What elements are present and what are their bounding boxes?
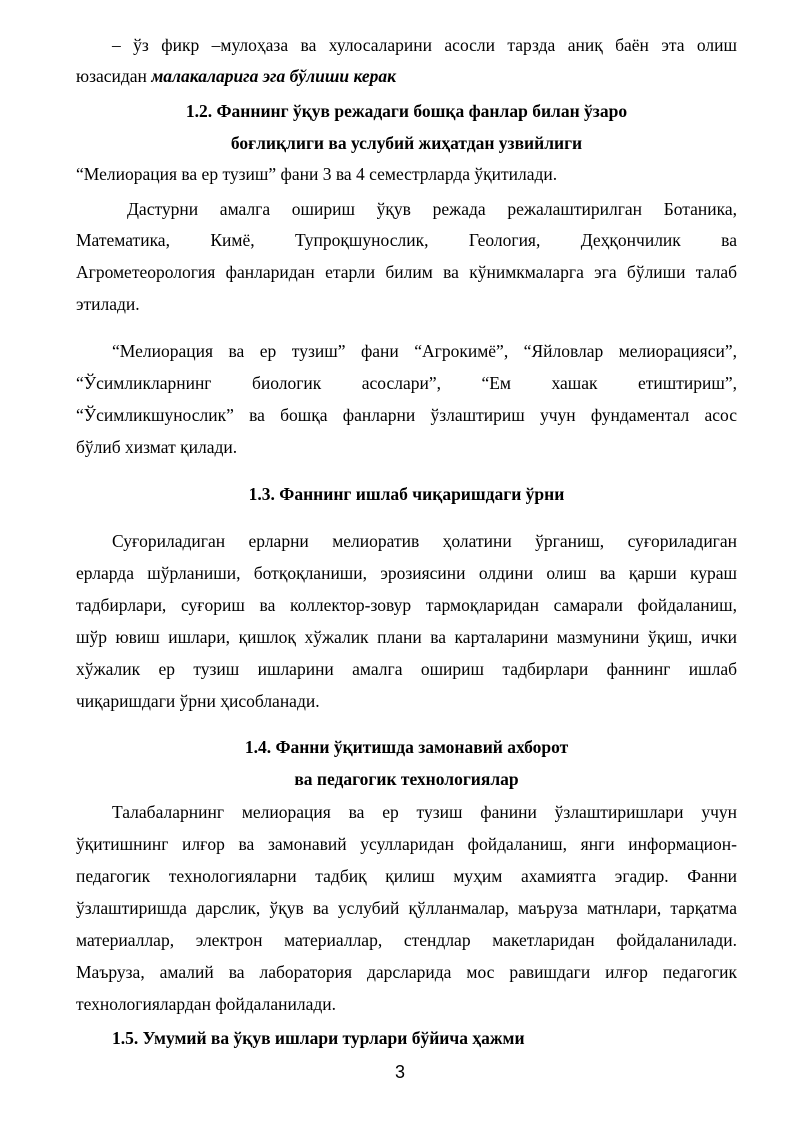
section-1-2-p1-line-4: этилади. [76,294,140,314]
section-1-2-p2-line-4: бўлиб хизмат қилади. [76,437,238,457]
section-1-5-heading: 1.5. Умумий ва ўқув ишлари турлари бўйича ҳажми [112,1028,525,1048]
section-1-4-line-7: технологиялардан фойдаланилади. [76,994,336,1014]
intro-line-1: – ўз фикр –мулоҳаза ва хулосаларини асосли тарзда аниқ баён эта олиш [112,35,737,55]
page-number: 3 [394,1062,405,1082]
section-1-3-heading: 1.3. Фаннинг ишлаб чиқаришдаги ўрни [248,484,565,504]
section-1-2-heading-line-1: 1.2. Фаннинг ўқув режадаги бошқа фанлар билан ўзаро [185,101,628,121]
section-1-4-line-3: педагогик технологияларни тадбиқ қилиш муҳим ахамиятга эгадир. Фанни [76,866,737,886]
section-1-4-heading-line-2: ва педагогик технологиялар [294,769,519,789]
section-1-4-line-4: ўзлаштиришда дарслик, ўқув ва услубий қўлланмалар, маъруза матнлари, тарқатма [76,898,737,918]
section-1-2-p1-line-3: Агрометеорология фанларидан етарли билим ва кўнимкмаларга эга бўлиши талаб [76,262,737,282]
section-1-4-line-5: материаллар, электрон материаллар, стендлар макетларидан фойдаланилади. [76,930,737,950]
section-1-4-line-1: Талабаларнинг мелиорация ва ер тузиш фанини ўзлаштиришлари учун [112,802,737,822]
section-1-3-line-4: шўр ювиш ишлари, қишлоқ хўжалик плани ва карталарини мазмунини ўқиш, ички [76,627,737,647]
section-1-3-line-1: Суғориладиган ерларни мелиоратив ҳолатини ўрганиш, суғориладиган [112,531,737,551]
section-1-2-p1-line-1: Дастурни амалга ошириш ўқув режада режалаштирилган Ботаника, [127,199,737,219]
section-1-4-line-2: ўқитишнинг илғор ва замонавий усулларидан фойдаланиш, янги информацион- [76,834,737,854]
section-1-2-semester-line: “Мелиорация ва ер тузиш” фани 3 ва 4 семестрларда ўқитилади. [76,164,558,184]
section-1-4-line-6: Маъруза, амалий ва лаборатория дарсларида мос равишдаги илғор педагогик [76,962,737,982]
intro-emphasis: малакаларига эга бўлиши керак [151,66,396,86]
section-1-2-heading-line-2: боғлиқлиги ва услубий жиҳатдан узвийлиги [230,133,583,153]
section-1-3-line-5: хўжалик ер тузиш ишларини амалга ошириш тадбирлари фаннинг ишлаб [76,659,737,679]
section-1-2-p2-line-3: “Ўсимликшунослик” ва бошқа фанларни ўзлаштириш учун фундаментал асос [76,405,737,425]
section-1-2-p2-line-1: “Мелиорация ва ер тузиш” фани “Агрокимё”, “Яйловлар мелиорацияси”, [112,341,737,361]
section-1-4-heading-line-1: 1.4. Фанни ўқитишда замонавий ахборот [244,737,569,757]
section-1-2-p2-line-2: “Ўсимликларнинг биологик асослари”, “Ем хашак етиштириш”, [76,373,737,393]
section-1-3-line-3: тадбирлари, суғориш ва коллектор-зовур тармоқларидан самарали фойдаланиш, [76,595,737,615]
intro-line-2-text: юзасидан [76,66,152,86]
section-1-2-p1-line-2: Математика, Кимё, Тупроқшунослик, Геология, Деҳқончилик ва [76,230,737,250]
section-1-3-line-2: ерларда шўрланиши, ботқоқланиши, эрозиясини олдини олиш ва қарши кураш [76,563,737,583]
intro-line-2 [76,66,737,87]
section-1-3-line-6: чиқаришдаги ўрни ҳисобланади. [76,691,320,711]
